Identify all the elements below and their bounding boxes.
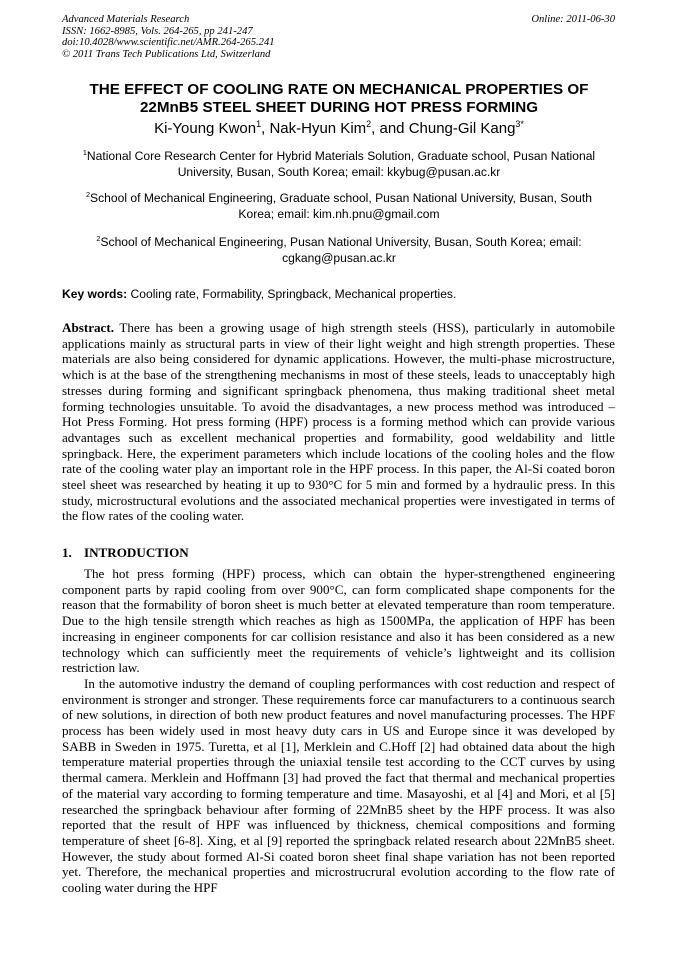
section-title: INTRODUCTION [84,545,189,560]
affiliation-line: National Core Research Center for Hybrid Materials Solution, Graduate school, Pusan National [86,149,596,163]
affiliation-line: University, Busan, South Korea; email: kkybug@pusan.ac.kr [177,165,501,179]
author-separator: , and [371,120,409,137]
journal-name: Advanced Materials Research [62,14,190,25]
author-affil-mark: 2 [366,119,372,129]
affiliation [60,190,618,222]
journal-header [62,14,275,60]
copyright-line: © 2011 Trans Tech Publications Ltd, Switzerland [62,48,271,60]
issn-line: ISSN: 1662-8985, Vols. 264-265, pp 241-247 [62,25,253,37]
keywords [62,286,456,302]
online-date: Online: 2011-06-30 [531,14,615,25]
author-name: Chung-Gil Kang [408,120,516,137]
affiliation [60,148,618,180]
affiliation-line: School of Mechanical Engineering, Pusan National University, Busan, South Korea; email: [100,235,582,249]
doi-line: doi:10.4028/www.scientific.net/AMR.264-265.241 [62,37,275,48]
author-list [60,120,618,138]
paper-title [60,81,618,117]
keywords-text: Cooling rate, Formability, Springback, Mechanical properties. [127,287,457,301]
author-affil-mark: 3* [515,119,524,129]
affiliation [60,234,618,266]
affiliation-line: Korea; email: kim.nh.pnu@gmail.com [238,207,440,221]
affiliation-mark: 2 [96,233,101,243]
section-heading-introduction [62,545,189,561]
author-name: Ki-Young Kwon [154,120,257,137]
author-separator: , [261,120,270,137]
paragraph: The hot press forming (HPF) process, which can obtain the hyper-strengthened engineering component parts by rapid cooling from over 900°C, can form complicated shape components for the reason that the formability of boron sheet is much better at elevated temperature than room temperature. Due to the high tensile strength which reaches as high as 1500MPa, the application of HPF has been increasing in engineer components for car collision resistance and also it has been considered as a new technology which can sufficiently meet the requirements of vehicle’s lightweight and its collision restriction law. [62,566,615,676]
title-line-1: THE EFFECT OF COOLING RATE ON MECHANICAL PROPERTIES OF [89,81,589,98]
title-line-2: 22MnB5 STEEL SHEET DURING HOT PRESS FORMING [139,99,539,116]
abstract [62,320,615,524]
keywords-label: Key words: [62,287,128,301]
section-number: 1. [62,545,72,560]
author-name: Nak-Hyun Kim [269,120,367,137]
abstract-label: Abstract. [62,320,114,335]
introduction-body [62,566,615,896]
paragraph: In the automotive industry the demand of coupling performances with cost reduction and respect of environment is stronger and stronger. These requirements force car manufacturers to a continuous search of new solutions, in direction of both new product features and novel manufacturing processes. The HPF process has been widely used in most heavy duty cars in US and Europe since it was developed by SABB in Sweden in 1975. Turetta, et al [1], Merklein and C.Hoff [2] had obtained data about the high temperature material properties through the uniaxial tensile test according to the CCT curves by using thermal camera. Merklein and Hoffmann [3] had proved the fact that thermal and mechanical properties of the material vary according to forming temperature and time. Masayoshi, et al [4] and Mori, et al [5] researched the springback behaviour after forming of 22MnB5 sheet by the HPF process. It was also reported that the result of HPF was influenced by thickness, chemical compositions and forming temperature of sheet [6-8]. Xing, et al [9] reported the springback related research about 22MnB5 sheet. However, the study about formed Al-Si coated boron sheet final shape variation has not been reported yet. Therefore, the mechanical properties and microstrucrural evolution according to the flow rate of cooling water during the HPF [62,675,615,896]
abstract-text: There has been a growing usage of high strength steels (HSS), particularly in automobile applications mainly as structural parts in view of their light weight and high strength properties. These materials are also being considered for dynamic applications. However, the multi-phase microstructure, which is at the base of the strengthening mechanisms in most of these steels, leads to unacceptably high stresses during forming and significant springback phenomena, thus making traditional sheet metal forming technologies unsuitable. To avoid the disadvantages, a new process method was introduced – Hot Press Forming. Hot press forming (HPF) process is a forming method which can provide various advantages such as excellent mechanical properties and formability, good weldability and little springback. Here, the experiment parameters which include locations of the cooling holes and the flow rate of the cooling water play an important role in the HPF process. In this paper, the Al-Si coated boron steel sheet was researched by heating it up to 930°C for 5 min and formed by a hydraulic press. In this study, microstructural evolutions and the associated mechanical properties were investigated in terms of the flow rates of the cooling water. [62,320,615,524]
affiliation-mark: 1 [82,147,87,157]
author-affil-mark: 1 [256,119,262,129]
affiliation-line: cgkang@pusan.ac.kr [282,251,396,265]
affiliation-line: School of Mechanical Engineering, Graduate school, Pusan National University, Busan, South [90,191,592,205]
affiliation-mark: 2 [85,189,91,199]
